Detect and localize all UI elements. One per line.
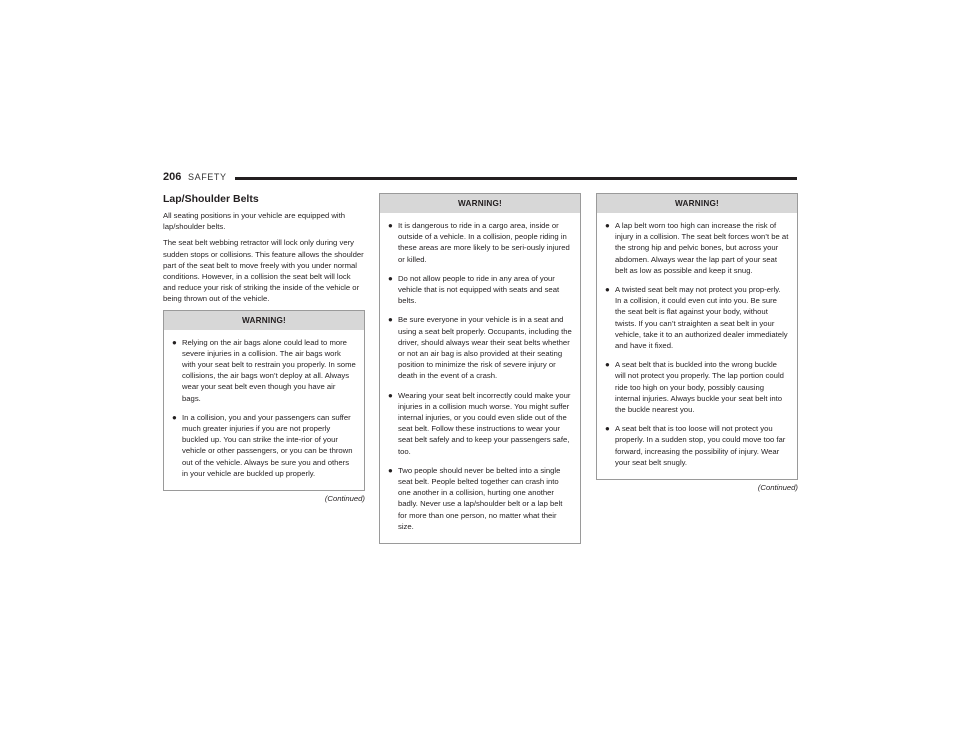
bullet-icon: ● <box>605 360 610 370</box>
warning-item <box>172 412 356 479</box>
bullet-icon: ● <box>605 285 610 295</box>
page-number: 206 <box>163 171 182 183</box>
warning-item-text: In a collision, you and your passengers can suffer much greater injuries if you are not properly buckled up. You can strike the inte-rior of your vehicle or other passengers, or you can be thrown out of the vehicle. Always be sure you and others in your vehicle are buckled up properly. <box>182 412 353 478</box>
bullet-icon: ● <box>172 337 177 347</box>
warning-item-text: A seat belt that is buckled into the wrong buckle will not protect you properly. The lap portion could ride too high on your body, possibly causing internal injuries. Always buckle your seat belt into the buckle nearest you. <box>615 360 784 415</box>
column-2 <box>379 193 581 544</box>
warning-item-text: Two people should never be belted into a single seat belt. People belted together can crash into one another in a collision, hurting one another badly. Never use a lap/shoulder belt or a lap belt for more than one person, no matter what their size. <box>398 465 563 531</box>
column-3 <box>596 193 798 492</box>
warning-item-text: Wearing your seat belt incorrectly could make your injuries in a collision much worse. You might suffer internal injuries, or you could even slide out of the seat belt. Follow these instructions to wear your seat belt safely and to keep your passengers safe, too. <box>398 390 571 456</box>
page-header <box>163 171 797 185</box>
bullet-icon: ● <box>388 273 393 283</box>
warning-item <box>172 337 356 404</box>
continued-label: (Continued) <box>757 483 798 493</box>
bullet-icon: ● <box>388 221 393 230</box>
continued-label: (Continued) <box>324 494 365 504</box>
warning-box-2 <box>379 193 581 544</box>
warning-item <box>388 220 572 265</box>
warning-item <box>605 284 789 351</box>
warning-item-text: Be sure everyone in your vehicle is in a seat and using a seat belt properly. Occupants, including the driver, should always wear their seat belts whether or not an air bag is also provided at their seating position to minimize the risk of severe injury or death in the event of a crash. <box>398 315 572 381</box>
warning-item-text: Do not allow people to ride in any area of your vehicle that is not equipped with seats and seat belts. <box>398 273 560 306</box>
bullet-icon: ● <box>172 412 177 422</box>
bullet-icon: ● <box>388 465 393 475</box>
warning-item-text: A lap belt worn too high can increase the risk of injury in a collision. The seat belt forces won’t be at the strong hip and pelvic bones, but across your abdomen. Always wear the lap part of your seat belt as low as possible and keep it snug. <box>615 221 789 275</box>
warning-item <box>605 359 789 415</box>
warning-item <box>388 273 572 307</box>
warning-list <box>164 330 364 490</box>
section-heading: Lap/Shoulder Belts <box>163 193 259 205</box>
column-1 <box>163 193 365 503</box>
warning-item <box>388 465 572 532</box>
warning-title: WARNING! <box>380 194 580 213</box>
warning-item <box>388 314 572 381</box>
intro-paragraph: All seating positions in your vehicle are equipped with lap/shoulder belts. <box>163 211 346 232</box>
bullet-icon: ● <box>605 424 610 434</box>
retractor-paragraph: The seat belt webbing retractor will lock only during very sudden stops or collisions. This feature allows the shoulder part of the seat belt to move freely with you under normal conditions. However, in a collision the seat belt will lock and reduce your risk of striking the inside of the vehicle or being thrown out of the vehicle. <box>163 238 364 304</box>
bullet-icon: ● <box>605 221 610 230</box>
warning-item <box>388 390 572 457</box>
warning-item-text: A seat belt that is too loose will not protect you properly. In a sudden stop, you could move too far forward, increasing the possibility of injury. Wear your seat belt snugly. <box>615 424 786 467</box>
header-rule <box>235 177 797 180</box>
bullet-icon: ● <box>388 390 393 400</box>
warning-item <box>605 423 789 468</box>
warning-title: WARNING! <box>164 311 364 330</box>
warning-item-text: A twisted seat belt may not protect you prop-erly. In a collision, it could even cut into you. Be sure the seat belt is flat against your body, without twists. If you can’t straighten a seat belt in your vehicle, take it to an authorized dealer immediately and have it fixed. <box>615 285 788 351</box>
warning-item <box>605 220 789 276</box>
warning-item-text: It is dangerous to ride in a cargo area, inside or outside of a vehicle. In a collision, people riding in these areas are more likely to be seri-ously injured or killed. <box>398 221 570 264</box>
warning-title: WARNING! <box>597 194 797 213</box>
warning-list <box>597 213 797 479</box>
warning-box-3 <box>596 193 798 480</box>
warning-list <box>380 213 580 543</box>
section-title: SAFETY <box>188 172 227 182</box>
warning-item-text: Relying on the air bags alone could lead to more severe injuries in a collision. The air bags work with your seat belt to restrain you properly. In some collisions, the air bags won’t deploy at all. Always wear your seat belt even though you have air bags. <box>182 337 356 403</box>
warning-box-1 <box>163 310 365 491</box>
bullet-icon: ● <box>388 315 393 325</box>
